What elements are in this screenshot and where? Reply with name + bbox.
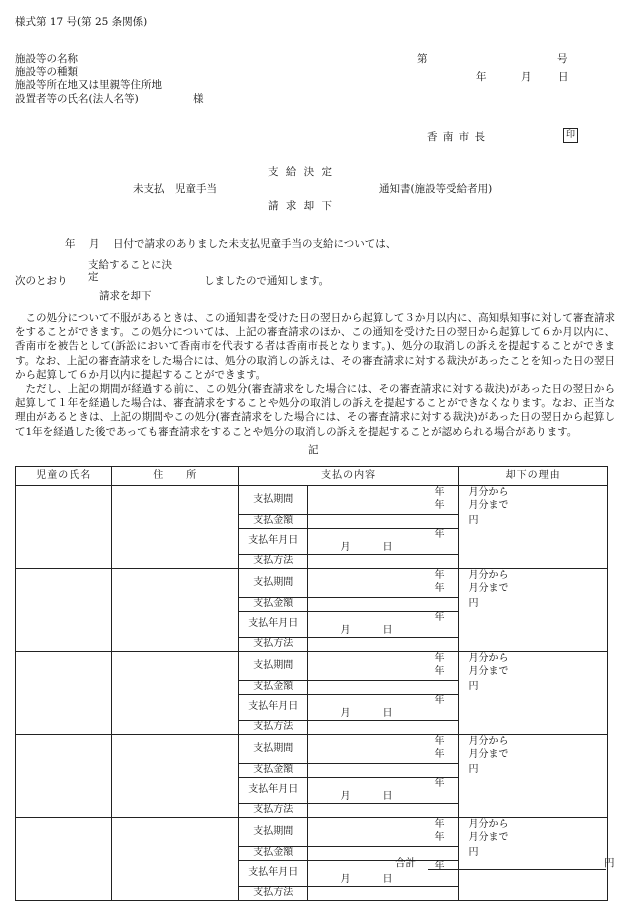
date-year-unit: 年	[434, 695, 445, 706]
period-value[interactable]	[308, 818, 509, 847]
notice-suffix: しましたので通知します。	[204, 275, 330, 287]
notice-line1: 日付で請求のありました未支払児童手当の支給については、	[113, 238, 397, 250]
amount-value[interactable]	[308, 515, 479, 529]
title-left: 未支払 児童手当	[133, 183, 217, 195]
method-label: 支払方法	[239, 721, 308, 735]
method-value[interactable]	[308, 555, 459, 569]
amount-label: 支払金額	[239, 681, 308, 695]
child-name-cell[interactable]	[16, 735, 112, 818]
date-label: 支払年月日	[239, 529, 308, 555]
date-label: 支払年月日	[239, 612, 308, 638]
amount-value[interactable]	[308, 681, 479, 695]
amount-value[interactable]	[308, 598, 479, 612]
yen-unit: 円	[468, 598, 479, 610]
notice-month: 月	[89, 238, 100, 250]
address-cell[interactable]	[112, 486, 239, 569]
period-value[interactable]	[308, 569, 509, 598]
choice-decision-cont: 定	[88, 271, 99, 283]
period-to: 月分まで	[468, 500, 509, 511]
period-from-year: 年	[434, 653, 445, 664]
date-value[interactable]	[308, 861, 459, 887]
date-year-unit: 年	[434, 529, 445, 540]
yen-unit: 円	[468, 847, 479, 859]
date-year-unit: 年	[434, 861, 445, 872]
address-cell[interactable]	[112, 735, 239, 818]
method-label: 支払方法	[239, 887, 308, 901]
date-month-unit: 月	[340, 541, 351, 553]
form-number: 様式第 17 号(第 25 条関係)	[15, 16, 148, 28]
period-from-year: 年	[434, 570, 445, 581]
yen-unit: 円	[468, 515, 479, 527]
amount-label: 支払金額	[239, 598, 308, 612]
table-row	[16, 569, 608, 598]
period-to-year: 年	[434, 666, 445, 677]
header-address: 住 所	[112, 467, 239, 486]
notice-year: 年	[65, 238, 76, 250]
method-label: 支払方法	[239, 555, 308, 569]
title-right: 通知書(施設等受給者用)	[379, 183, 493, 195]
date-day-unit: 日	[382, 624, 393, 636]
date-month-unit: 月	[340, 790, 351, 802]
period-to-year: 年	[434, 500, 445, 511]
facility-address-label: 施設等所在地又は里親等住所地	[15, 79, 162, 91]
period-from: 月分から	[468, 570, 509, 581]
period-to: 月分まで	[468, 583, 509, 594]
period-from-year: 年	[434, 487, 445, 498]
period-to: 月分まで	[468, 832, 509, 843]
notice-prefix: 次のとおり	[15, 275, 68, 287]
total-label: 合計	[395, 857, 416, 869]
period-from-year: 年	[434, 736, 445, 747]
yen-unit: 円	[468, 764, 479, 776]
date-value[interactable]	[308, 778, 459, 804]
address-cell[interactable]	[112, 569, 239, 652]
period-value[interactable]	[308, 486, 509, 515]
choice-decision	[88, 259, 172, 272]
date-value[interactable]	[308, 612, 459, 638]
date-year-unit: 年	[434, 778, 445, 789]
period-to: 月分まで	[468, 666, 509, 677]
total-yen-unit: 円	[604, 857, 615, 869]
date-label: 支払年月日	[239, 861, 308, 887]
date-day-unit: 日	[382, 790, 393, 802]
choice-rejection: 請求を却下	[99, 290, 152, 302]
period-from: 月分から	[468, 736, 509, 747]
facility-type-label: 施設等の種類	[15, 66, 78, 78]
title-option-decision: 支 給 決 定	[268, 166, 335, 178]
issuer-mayor: 香 南 市 長	[427, 131, 487, 143]
amount-value[interactable]	[308, 847, 479, 861]
number-dai: 第	[417, 53, 428, 65]
child-name-cell[interactable]	[16, 818, 112, 901]
period-label: 支払期間	[239, 735, 308, 764]
table-row	[16, 735, 608, 764]
period-value[interactable]	[308, 735, 509, 764]
method-value[interactable]	[308, 804, 459, 818]
header-payment-content: 支払の内容	[239, 467, 459, 486]
founder-name-label: 設置者等の氏名(法人名等)	[15, 93, 139, 105]
choice-decision-text: 支給することに決	[88, 259, 172, 271]
period-to-year: 年	[434, 832, 445, 843]
table-row	[16, 486, 608, 515]
table-row	[16, 818, 608, 847]
date-value[interactable]	[308, 529, 459, 555]
table-row	[16, 652, 608, 681]
ki-mark: 記	[308, 444, 319, 456]
period-to: 月分まで	[468, 749, 509, 760]
method-value[interactable]	[308, 721, 459, 735]
method-value[interactable]	[308, 638, 459, 652]
amount-label: 支払金額	[239, 847, 308, 861]
facility-name-label: 施設等の名称	[15, 53, 78, 65]
date-value[interactable]	[308, 695, 459, 721]
sama-honorific: 様	[193, 93, 204, 105]
period-value[interactable]	[308, 652, 509, 681]
period-label: 支払期間	[239, 652, 308, 681]
date-day: 日	[558, 71, 569, 83]
address-cell[interactable]	[112, 652, 239, 735]
child-name-cell[interactable]	[16, 486, 112, 569]
seal-mark: 印	[563, 128, 578, 143]
period-to-year: 年	[434, 749, 445, 760]
period-to-year: 年	[434, 583, 445, 594]
date-label: 支払年月日	[239, 778, 308, 804]
appeal-instructions	[15, 311, 615, 439]
date-day-unit: 日	[382, 873, 393, 885]
amount-label: 支払金額	[239, 764, 308, 778]
period-from-year: 年	[434, 819, 445, 830]
date-year-unit: 年	[434, 612, 445, 623]
total-amount-field[interactable]	[428, 869, 606, 870]
date-day-unit: 日	[382, 707, 393, 719]
title-option-rejection: 請 求 却 下	[268, 200, 335, 212]
date-month-unit: 月	[340, 707, 351, 719]
method-label: 支払方法	[239, 804, 308, 818]
date-label: 支払年月日	[239, 695, 308, 721]
period-from: 月分から	[468, 819, 509, 830]
date-month-unit: 月	[340, 873, 351, 885]
method-value[interactable]	[308, 887, 459, 901]
address-cell[interactable]	[112, 818, 239, 901]
date-month: 月	[521, 71, 532, 83]
method-label: 支払方法	[239, 638, 308, 652]
number-go: 号	[557, 53, 568, 65]
payment-table	[15, 466, 608, 901]
date-year: 年	[476, 71, 487, 83]
period-label: 支払期間	[239, 818, 308, 847]
child-name-cell[interactable]	[16, 652, 112, 735]
period-from: 月分から	[468, 653, 509, 664]
appeal-paragraph-2: ただし、上記の期間が経過する前に、この処分(審査請求をした場合には、その審査請求に対する裁決)があった日の翌日から起算して１年を経過した場合は、審査請求をすることや処分の取消しの訴えを提起することができなくなります。なお、正当な理由があるときは、上記の期間やこの処分(審査請求をした場合には、その審査請求に対する裁決)があった日の翌日から起算して1年を経過した後であっても審査請求をすることや処分の取消しの訴えを提起することが認められる場合があります。	[15, 383, 615, 438]
date-day-unit: 日	[382, 541, 393, 553]
child-name-cell[interactable]	[16, 569, 112, 652]
date-month-unit: 月	[340, 624, 351, 636]
period-label: 支払期間	[239, 486, 308, 515]
amount-label: 支払金額	[239, 515, 308, 529]
period-from: 月分から	[468, 487, 509, 498]
period-label: 支払期間	[239, 569, 308, 598]
appeal-paragraph-1: この処分について不服があるときは、この通知書を受けた日の翌日から起算して３か月以内に、高知県知事に対して審査請求をすることができます。この処分については、上記の審査請求のほか、この通知を受けた日の翌日から起算して６か月以内に、香南市を被告として(訴訟において香南市を代表する者は香南市長となります。)、処分の取消しの訴えを提起することができます。なお、上記の審査請求をした場合には、処分の取消しの訴えは、その審査請求に対する裁決があったことを知った日の翌日から起算して６か月以内に提起することができます。	[15, 312, 615, 381]
yen-unit: 円	[468, 681, 479, 693]
header-child-name: 児童の氏名	[16, 467, 112, 486]
amount-value[interactable]	[308, 764, 479, 778]
header-rejection-reason: 却下の理由	[459, 467, 608, 486]
